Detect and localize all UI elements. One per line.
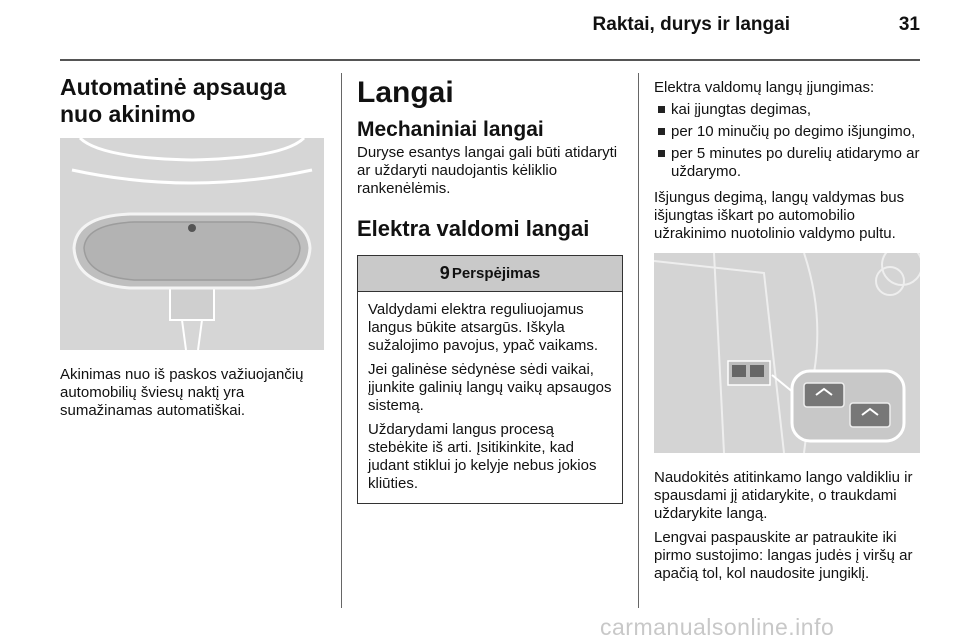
column-middle (357, 74, 623, 504)
list-item: per 5 minutes po durelių atidarymo ar uždarymo. (654, 145, 924, 181)
page-number: 31 (898, 14, 920, 35)
anti-glare-caption: Akinimas nuo iš paskos važiuojančių automobilių šviesų naktį yra sumažinamas automatiškai. (60, 366, 304, 419)
column-divider (638, 73, 639, 608)
header-title: Raktai, durys ir langai (592, 14, 790, 35)
warning-paragraph: Valdydami elektra reguliuojamus langus būkite atsargūs. Iškyla sužalojimo pavojus, ypač vaikams. (368, 301, 599, 354)
warning-header (358, 256, 622, 292)
watermark: carmanualsonline.info (600, 614, 835, 640)
column-right (654, 74, 924, 583)
warning-paragraph: Jei galinėse sėdynėse sėdi vaikai, įjunkite galinių langų vaikų apsaugos sistemą. (368, 361, 612, 414)
window-switch-illustration (654, 253, 920, 453)
section-heading-anti-glare: Automatinė apsauga nuo akinimo (60, 74, 287, 127)
list-item: kai įjungtas degimas, (654, 101, 924, 119)
deactivation-text: Išjungus degimą, langų valdymas bus išjungtas iškart po automobilio užrakinimo nuotolinio valdymo pultu. (654, 189, 905, 242)
column-left (60, 74, 326, 420)
warning-paragraph: Uždarydami langus procesą stebėkite iš arti. Įsitikinkite, kad judant stiklui jo kelyje nebus jokios kliūties. (368, 421, 597, 492)
warning-body (358, 292, 622, 503)
list-item: per 10 minučių po degimo išjungimo, (654, 123, 924, 141)
mirror-illustration (60, 138, 324, 350)
power-windows-intro: Elektra valdomų langų įjungimas: (654, 79, 875, 96)
header-rule (60, 59, 920, 61)
warning-title: Perspėjimas (451, 265, 541, 282)
manual-windows-text: Duryse esantys langai gali būti atidaryti ar uždaryti naudojantis kėliklio rankenėlėmis. (357, 144, 618, 197)
subheading-manual-windows: Mechaniniai langai (357, 118, 544, 141)
section-heading-windows: Langai (357, 76, 454, 109)
subheading-power-windows: Elektra valdomi langai (357, 216, 590, 241)
switch-operation-text: Naudokitės atitinkamo lango valdikliu ir spausdami jį atidarykite, o traukdami uždarykite langą. (654, 469, 913, 522)
warning-triangle-icon: 9 (439, 263, 450, 283)
warning-box (357, 255, 623, 504)
switch-press-text: Lengvai paspauskite ar patraukite iki pirmo sustojimo: langas judės į viršų ar apačią tol, kol naudosite jungiklį. (654, 529, 913, 582)
activation-conditions-list (654, 101, 924, 181)
window-switch-icon (654, 253, 920, 453)
column-divider (341, 73, 342, 608)
rearview-mirror-icon (60, 138, 324, 350)
